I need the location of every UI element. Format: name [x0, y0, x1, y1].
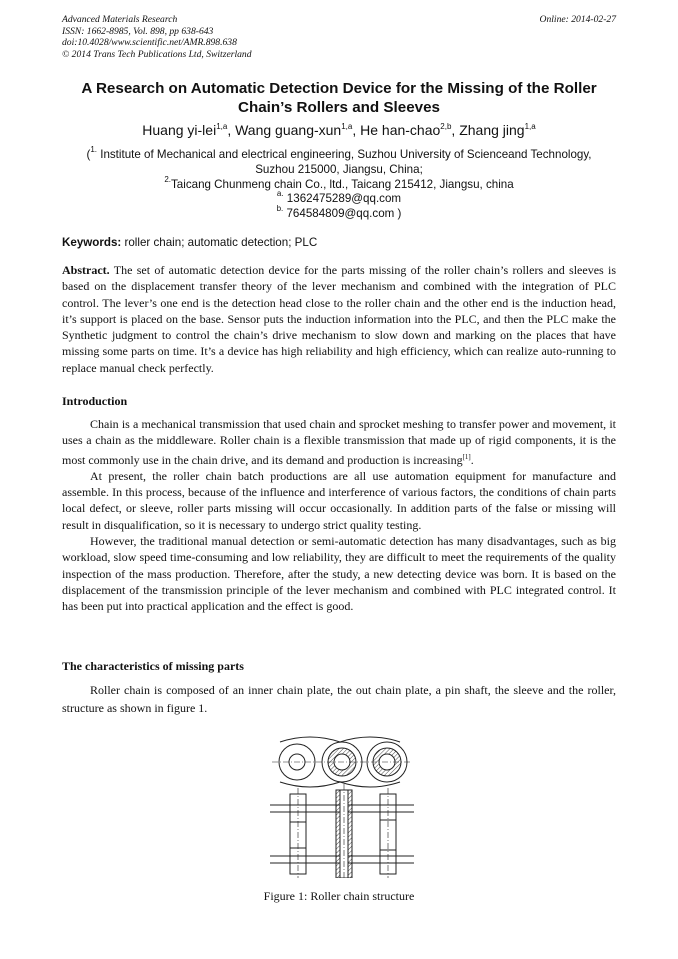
affiliation-1-line-2: Suzhou 215000, Jiangsu, China;	[255, 162, 423, 176]
figure-caption: Figure 1: Roller chain structure	[263, 889, 415, 903]
email-mark: b.	[276, 204, 284, 214]
author-separator: ,	[352, 122, 361, 138]
keywords-label: Keywords:	[62, 236, 122, 249]
citation-ref: [1]	[462, 452, 471, 461]
introduction-paragraph-2: At present, the roller chain batch productions are all use automation equipment for manufacture and assemble. In this process, because of the influence and interference of various factors, the conditions of chain parts local defect, or sleeve, roller parts missing will occur occasionally. In addition parts of the false or missing will result in disqualification, so it is necessary to undergo strict quality testing.	[62, 468, 616, 532]
characteristics-paragraph-1: Roller chain is composed of an inner chain plate, the out chain plate, a pin shaft, the sleeve and the roller, structure as shown in figure 1.	[62, 683, 616, 715]
author-name: He han-chao	[360, 122, 441, 138]
email-a	[40, 189, 638, 207]
keywords-text: roller chain; automatic detection; PLC	[121, 236, 318, 249]
roller-chain-figure	[262, 732, 422, 878]
affiliation-mark: 1.	[90, 145, 97, 154]
affiliation-text: Institute of Mechanical and electrical engineering, Suzhou University of Scienceand Technology,	[97, 148, 592, 161]
introduction-paragraph-1	[62, 416, 616, 468]
open-paren: (	[86, 148, 91, 161]
affiliation-mark: 2.	[164, 174, 171, 184]
paper-title	[40, 80, 638, 118]
email-b	[40, 204, 638, 222]
title-line-2: Chain’s Rollers and Sleeves	[237, 98, 441, 116]
abstract-label: Abstract.	[62, 263, 110, 277]
doi-line: doi:10.4028/www.scientific.net/AMR.898.638	[62, 37, 237, 49]
affiliations	[40, 145, 638, 222]
keywords	[62, 236, 616, 249]
introduction-body	[62, 416, 616, 615]
characteristics-body	[62, 681, 616, 717]
journal-header	[62, 14, 616, 60]
author-name: Huang yi-lei	[142, 122, 217, 138]
paragraph-text: Chain is a mechanical transmission that used chain and sprocket meshing to transfer power and movement, it uses a chain as the middleware. Roller chain is a flexible transmission that made up of rigid components, it is the most commonly use in the chain drive, and its demand and production is increasing	[62, 417, 616, 467]
abstract-text: The set of automatic detection device for the parts missing of the roller chain’s rollers and sleeves is based on the displacement transfer theory of the lever mechanism and combined with the integration of PLC control. The lever’s one end is the detection head close to the roller chain and the other end is the induction head, it’s support is placed on the base. Sensor puts the induction information into the PLC, and then the PLC make the Synthetic judgment to control the chain’s drive mechanism to slow down and marking on the places that have missing some parts on time. It’s a device has high reliability and high efficiency, which can realize auto-running to replace manual check perfectly.	[62, 263, 616, 375]
author-affiliation-mark: 1,a	[524, 122, 536, 131]
affiliation-1-line-1	[40, 145, 638, 163]
chain-top-view	[272, 737, 412, 787]
email-text: 764584809@qq.com )	[283, 207, 402, 221]
author-name: Wang guang-xun	[235, 122, 342, 138]
author-name: Zhang jing	[459, 122, 525, 138]
title-line-1: A Research on Automatic Detection Device for the Missing of the Roller	[81, 80, 597, 97]
characteristics-heading: The characteristics of missing parts	[62, 659, 244, 673]
introduction-heading: Introduction	[62, 394, 128, 408]
issn-line: ISSN: 1662-8985, Vol. 898, pp 638-643	[62, 25, 214, 37]
author-list	[40, 121, 638, 139]
affiliation-2	[40, 174, 638, 193]
affiliation-text: Taicang Chunmeng chain Co., ltd., Taicang 215412, Jiangsu, china	[171, 177, 514, 191]
author-separator: ,	[451, 122, 460, 138]
author-affiliation-mark: 1,a	[341, 122, 353, 131]
author-affiliation-mark: 1,a	[216, 122, 228, 131]
abstract-paragraph	[62, 262, 616, 376]
email-mark: a.	[276, 189, 284, 199]
abstract	[62, 262, 616, 376]
copyright-line: © 2014 Trans Tech Publications Ltd, Switzerland	[62, 48, 252, 60]
introduction-paragraph-3: However, the traditional manual detection or semi-automatic detection has many disadvantages, such as big workload, slow speed time-consuming and low reliability, they are difficult to meet the requirements of the quality inspection of the mass production. Therefore, after the study, a new detecting device was born. It is based on the displacement of the transmission principle of the lever mechanism and combined with PLC integrated control. It has been put into practical application and the effect is good.	[62, 534, 616, 614]
online-date: Online: 2014-02-27	[539, 14, 616, 25]
author-affiliation-mark: 2,b	[440, 122, 452, 131]
author-separator: ,	[227, 122, 236, 138]
roller-chain-drawing	[262, 732, 422, 878]
chain-side-view	[270, 784, 414, 878]
paragraph-end: .	[470, 452, 474, 467]
email-text: 1362475289@qq.com	[283, 192, 402, 206]
journal-name: Advanced Materials Research	[62, 14, 178, 25]
